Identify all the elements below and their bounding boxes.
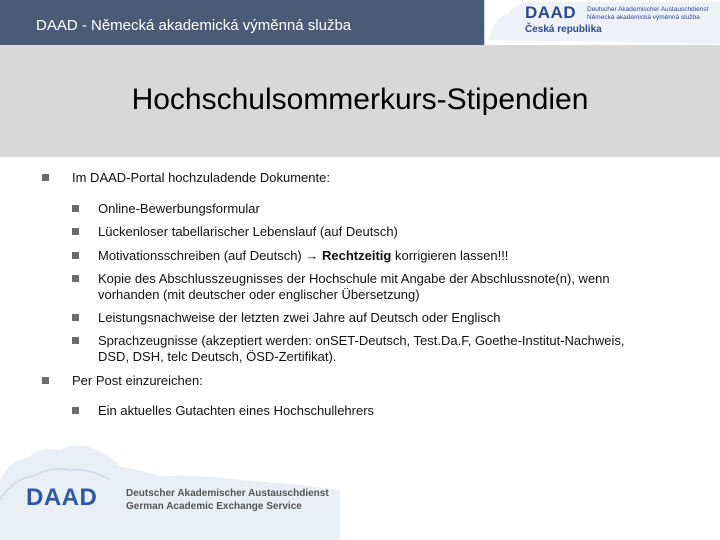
slide-title: Hochschulsommerkurs-Stipendien	[131, 83, 589, 116]
list-item-text: Motivationsschreiben (auf Deutsch)	[98, 248, 302, 263]
list-item-line: Sprachzeugnisse (akzeptiert werden: onSET-Deutsch, Test.Da.F, Goethe-Institut-Nachweis,	[98, 333, 625, 348]
header-logo-line-de: Deutscher Akademischer Austauschdienst	[587, 6, 709, 13]
map-outline-icon	[0, 440, 720, 540]
header-title: DAAD - Německá akademická výměnná služba	[36, 17, 352, 34]
title-banner	[0, 45, 720, 157]
list-item: Per Post einzureichen:	[72, 373, 203, 388]
list-item-line: vorhanden (mit deutscher oder englischer Übersetzung)	[98, 287, 420, 302]
arrow-right-icon: →	[305, 248, 319, 263]
list-item-emphasis: Rechtzeitig	[322, 248, 392, 263]
footer-line-de: Deutscher Akademischer Austauschdienst	[126, 488, 329, 499]
list-item: Online-Bewerbungsformular	[98, 201, 260, 216]
list-item	[98, 271, 688, 303]
header-bar	[0, 0, 484, 45]
list-item	[98, 248, 508, 264]
footer-daad-logo: DAAD	[26, 484, 98, 511]
list-item: Lückenloser tabellarischer Lebenslauf (auf Deutsch)	[98, 224, 398, 239]
bullet-icon	[72, 205, 79, 212]
header-logo	[484, 0, 720, 45]
bullet-icon	[42, 174, 49, 181]
list-item: Leistungsnachweise der letzten zwei Jahre auf Deutsch oder Englisch	[98, 310, 501, 325]
header-country: Česká republika	[525, 24, 602, 35]
bullet-icon	[72, 314, 79, 321]
list-item: Ein aktuelles Gutachten eines Hochschullehrers	[98, 403, 375, 418]
list-item-line: DSD, DSH, telc Deutsch, ÖSD-Zertifikat).	[98, 349, 337, 364]
footer-line-en: German Academic Exchange Service	[126, 501, 302, 512]
bullet-icon	[72, 275, 79, 282]
list-item: Im DAAD-Portal hochzuladende Dokumente:	[72, 170, 330, 185]
bullet-icon	[72, 407, 79, 414]
header-logo-lines	[587, 6, 708, 22]
header-daad-logo: DAAD	[525, 3, 577, 22]
header	[0, 0, 720, 45]
bullet-icon	[72, 228, 79, 235]
bullet-icon	[42, 377, 49, 384]
footer-logo	[0, 440, 720, 540]
list-item	[98, 333, 698, 365]
list-item-text: korrigieren lassen!!!	[394, 248, 509, 263]
list-item-line: Kopie des Abschlusszeugnisses der Hochschule mit Angabe der Abschlussnote(n), wenn	[98, 271, 610, 286]
bullet-icon	[72, 252, 79, 259]
header-logo-line-cz: Německá akademická výměnná služba	[587, 14, 700, 21]
bullet-icon	[72, 337, 79, 344]
